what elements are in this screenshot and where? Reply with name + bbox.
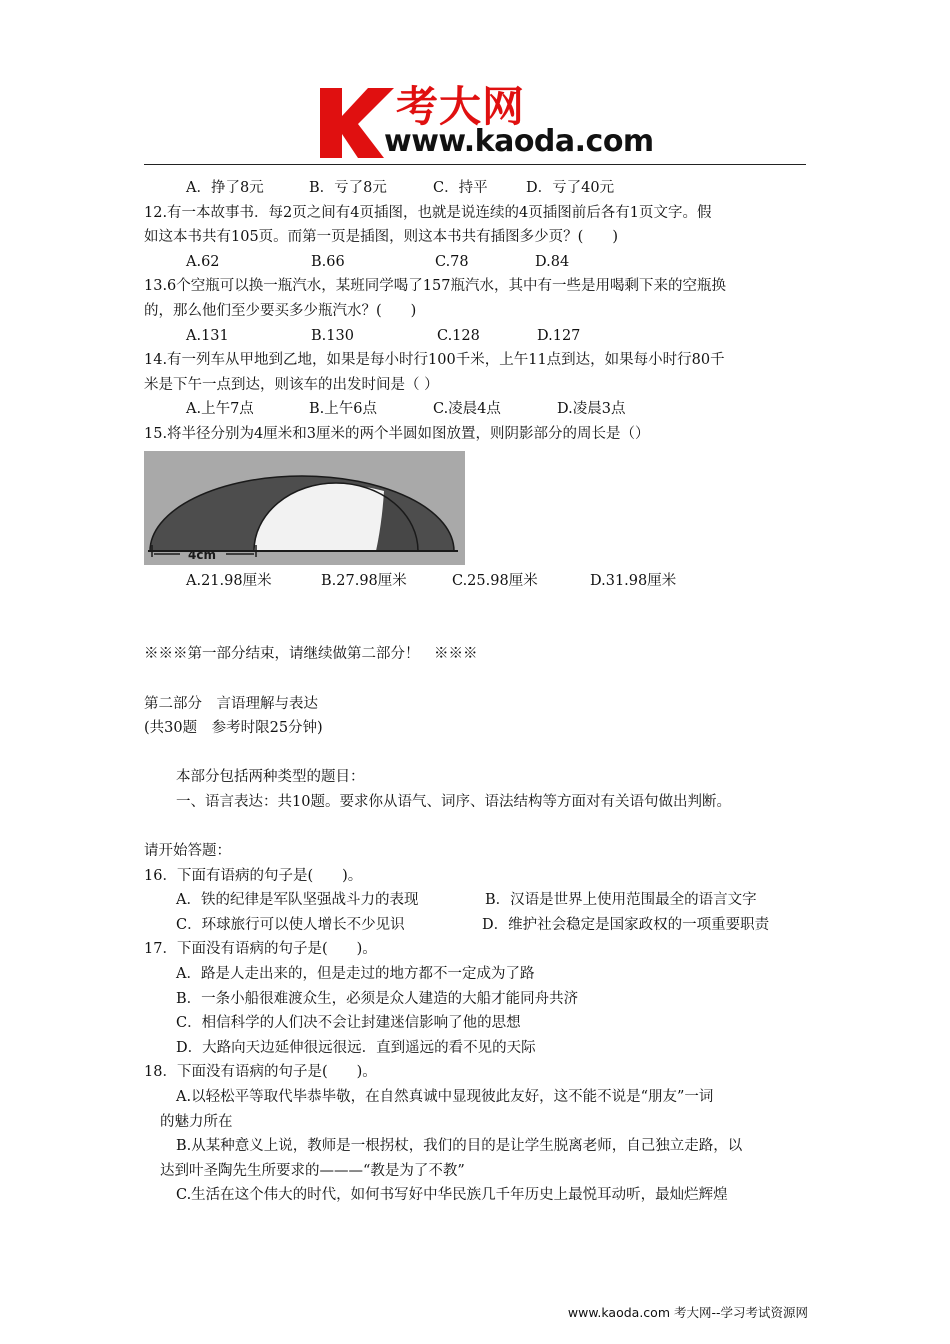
q17-option-a: A．路是人走出来的，但是走过的地方都不一定成为了路 bbox=[176, 966, 535, 983]
intro-line1: 本部分包括两种类型的题目： bbox=[176, 769, 365, 786]
option-b: B.130 bbox=[311, 327, 354, 344]
semicircle-diagram bbox=[144, 451, 465, 565]
part2-title: 第二部分 言语理解与表达 bbox=[144, 695, 318, 712]
q16-options-row2 bbox=[144, 913, 808, 938]
q18-option-a-line2: 的魅力所在 bbox=[160, 1113, 233, 1130]
option-b: B.上午6点 bbox=[309, 401, 377, 418]
option-d: D.84 bbox=[535, 253, 570, 270]
q13-options bbox=[144, 324, 808, 349]
q15-semicircle-figure bbox=[144, 451, 808, 569]
q18-option-c-line1: C.生活在这个伟大的时代，如何书写好中华民族几千年历史上最悦耳动听，最灿烂辉煌 bbox=[176, 1187, 728, 1204]
header-divider bbox=[144, 164, 806, 165]
option-a: A.上午7点 bbox=[186, 401, 254, 418]
option-b: B．汉语是世界上使用范围最全的语言文字 bbox=[485, 892, 757, 909]
q18-option-b-line2: 达到叶圣陶先生所要求的———“教是为了不教” bbox=[160, 1162, 465, 1179]
part1-end-notice: ※※※第一部分结束，请继续做第二部分！ ※※※ bbox=[144, 646, 478, 663]
option-a: A.62 bbox=[186, 253, 220, 270]
option-c: C.128 bbox=[437, 327, 480, 344]
q14-text-line2: 米是下午一点到达，则该车的出发时间是（ ） bbox=[144, 376, 439, 393]
option-d: D.127 bbox=[537, 327, 581, 344]
option-a: A．铁的纪律是军队坚强战斗力的表现 bbox=[176, 892, 419, 909]
q12-text-line1: 12.有一本故事书．每2页之间有4页插图，也就是说连续的4页插图前后各有1页文字。假 bbox=[144, 204, 712, 221]
q17-text: 17．下面没有语病的句子是( )。 bbox=[144, 941, 377, 958]
option-a: A.21.98厘米 bbox=[186, 572, 272, 589]
q18-option-a-line1: A.以轻松平等取代毕恭毕敬，在自然真诚中显现彼此友好，这不能不说是“朋友”一词 bbox=[176, 1089, 714, 1105]
option-c: C.78 bbox=[435, 253, 469, 270]
option-d: D．维护社会稳定是国家政权的一项重要职责 bbox=[482, 916, 770, 933]
option-c: C．持平 bbox=[433, 180, 488, 196]
q12-options bbox=[144, 250, 808, 275]
q16-options-row1 bbox=[144, 888, 808, 913]
option-c: C．环球旅行可以使人增长不少见识 bbox=[176, 916, 405, 933]
q16-text: 16．下面有语病的句子是( )。 bbox=[144, 867, 363, 884]
q12-text-line2: 如这本书共有105页。而第一页是插图，则这本书共有插图多少页？( ) bbox=[144, 229, 618, 246]
q17-option-b: B．一条小船很难渡众生，必须是众人建造的大船才能同舟共济 bbox=[176, 990, 579, 1007]
figure-length-label: 4cm bbox=[188, 547, 216, 562]
q14-text-line1: 14.有一列车从甲地到乙地，如果是每小时行100千米，上午11点到达，如果每小时行80千 bbox=[144, 352, 725, 369]
option-d: D.31.98厘米 bbox=[590, 572, 677, 589]
option-c: C.凌晨4点 bbox=[433, 401, 501, 418]
q18-option-b-line1: B.从某种意义上说，教师是一根拐杖，我们的目的是让学生脱离老师，自己独立走路，以 bbox=[176, 1138, 743, 1155]
option-b: B．亏了8元 bbox=[309, 180, 387, 196]
option-a: A.131 bbox=[186, 327, 229, 344]
document-body bbox=[144, 176, 808, 1208]
q15-text: 15.将半径分别为4厘米和3厘米的两个半圆如图放置，则阴影部分的周长是（） bbox=[144, 425, 650, 442]
option-b: B.27.98厘米 bbox=[321, 572, 407, 589]
logo-chinese-text: 考大网 bbox=[396, 82, 526, 131]
q17-option-d: D．大路向天边延伸很远很远．直到遥远的看不见的天际 bbox=[176, 1039, 536, 1056]
intro-line2: 一、语言表达：共10题。要求你从语气、词序、语法结构等方面对有关语句做出判断。 bbox=[176, 793, 731, 810]
q18-text: 18．下面没有语病的句子是( )。 bbox=[144, 1064, 377, 1081]
option-a: A．挣了8元 bbox=[186, 180, 264, 196]
q13-text-line2: 的，那么他们至少要买多少瓶汽水？( ) bbox=[144, 302, 417, 319]
option-d: D.凌晨3点 bbox=[557, 401, 626, 418]
q15-options bbox=[144, 569, 808, 594]
part2-subtitle: (共30题 参考时限25分钟) bbox=[144, 720, 323, 737]
kaoda-logo bbox=[318, 80, 654, 162]
page-footer: www.kaoda.com 考大网--学习考试资源网 bbox=[567, 1305, 808, 1320]
q17-option-c: C．相信科学的人们决不会让封建迷信影响了他的思想 bbox=[176, 1015, 521, 1032]
logo-url-text: www.kaoda.com bbox=[384, 124, 654, 159]
option-b: B.66 bbox=[311, 253, 345, 270]
start-prompt: 请开始答题： bbox=[144, 843, 231, 860]
q11-options bbox=[144, 176, 808, 201]
q13-text-line1: 13.6个空瓶可以换一瓶汽水，某班同学喝了157瓶汽水，其中有一些是用喝剩下来的空瓶换 bbox=[144, 278, 726, 295]
option-c: C.25.98厘米 bbox=[452, 572, 538, 589]
option-d: D．亏了40元 bbox=[526, 180, 615, 196]
q14-options bbox=[144, 397, 808, 422]
